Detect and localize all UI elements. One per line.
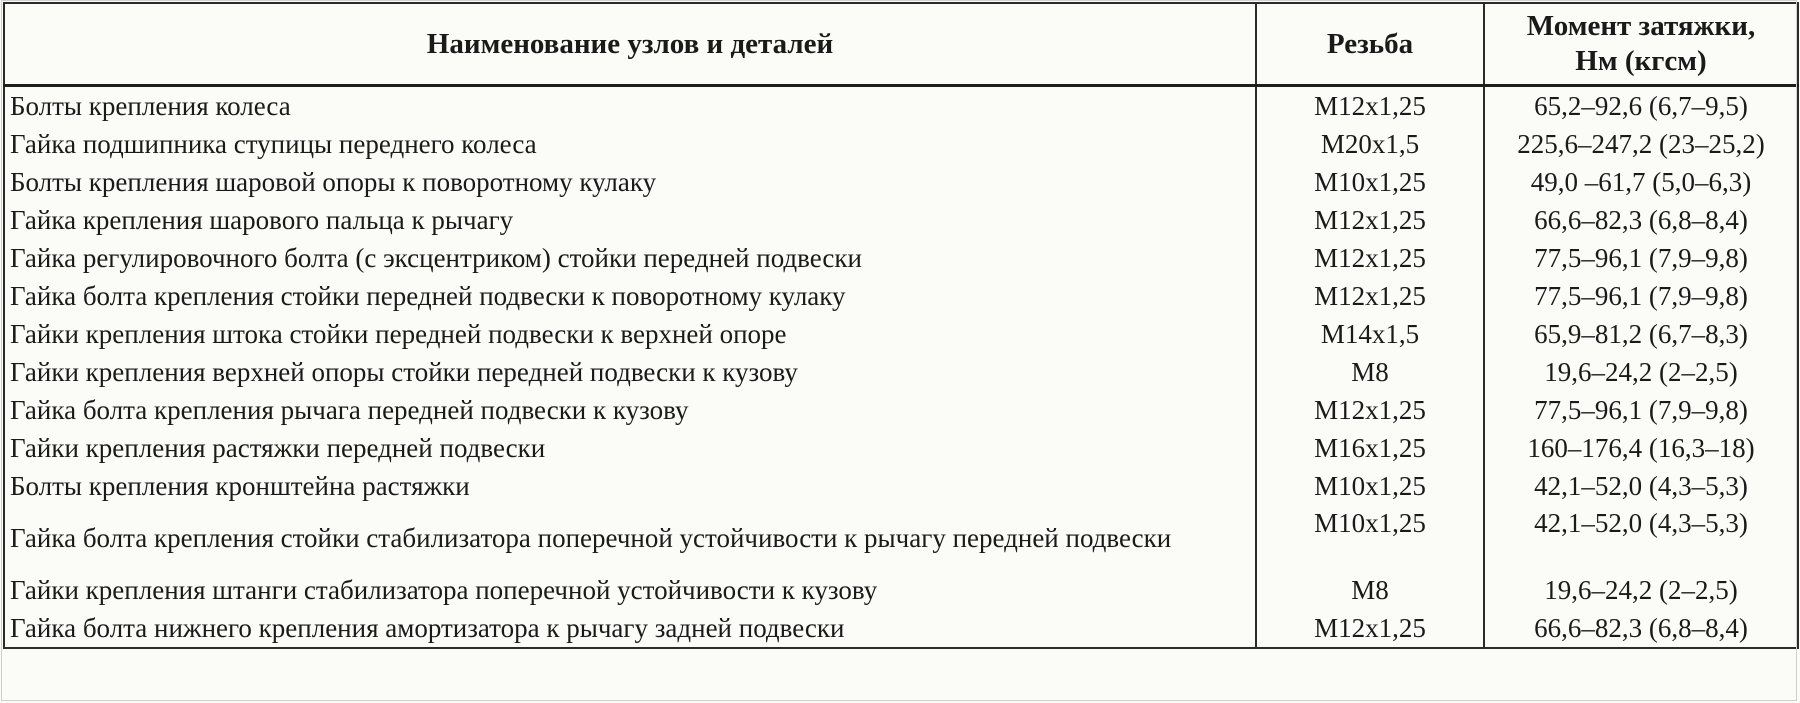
table-header — [4, 3, 1798, 86]
table-row — [4, 467, 1798, 505]
thread-size: М12х1,25 — [1256, 391, 1484, 429]
part-name: Гайки крепления штока стойки передней подвески к верхней опоре — [4, 315, 1256, 353]
thread-size: М10х1,25 — [1256, 505, 1484, 571]
table-row — [4, 571, 1798, 609]
thread-size: М12х1,25 — [1256, 277, 1484, 315]
torque-value: 65,9–81,2 (6,7–8,3) — [1484, 315, 1798, 353]
part-name: Гайки крепления верхней опоры стойки передней подвески к кузову — [4, 353, 1256, 391]
part-name: Гайка болта крепления стойки стабилизатора поперечной устойчивости к рычагу передней подвески — [4, 505, 1256, 571]
torque-value: 19,6–24,2 (2–2,5) — [1484, 353, 1798, 391]
thread-size: М14х1,5 — [1256, 315, 1484, 353]
part-name: Гайка болта крепления рычага передней подвески к кузову — [4, 391, 1256, 429]
thread-size: М10х1,25 — [1256, 467, 1484, 505]
table-row — [4, 277, 1798, 315]
table-row — [4, 391, 1798, 429]
header-torque-line2: Нм (кгсм) — [1575, 45, 1707, 77]
torque-value: 77,5–96,1 (7,9–9,8) — [1484, 277, 1798, 315]
torque-value: 42,1–52,0 (4,3–5,3) — [1484, 505, 1798, 571]
table-row — [4, 239, 1798, 277]
table-row — [4, 125, 1798, 163]
table-body — [4, 86, 1798, 649]
torque-value: 49,0 –61,7 (5,0–6,3) — [1484, 163, 1798, 201]
part-name: Гайки крепления штанги стабилизатора поперечной устойчивости к кузову — [4, 571, 1256, 609]
table-row — [4, 201, 1798, 239]
part-name: Гайка крепления шарового пальца к рычагу — [4, 201, 1256, 239]
table-row — [4, 315, 1798, 353]
torque-value: 19,6–24,2 (2–2,5) — [1484, 571, 1798, 609]
thread-size: М8 — [1256, 571, 1484, 609]
thread-size: М8 — [1256, 353, 1484, 391]
torque-value: 77,5–96,1 (7,9–9,8) — [1484, 391, 1798, 429]
part-name: Гайки крепления растяжки передней подвески — [4, 429, 1256, 467]
torque-value: 65,2–92,6 (6,7–9,5) — [1484, 86, 1798, 126]
torque-table — [3, 2, 1799, 649]
header-name: Наименование узлов и деталей — [4, 3, 1256, 86]
torque-value: 225,6–247,2 (23–25,2) — [1484, 125, 1798, 163]
part-name: Гайка болта крепления стойки передней подвески к поворотному кулаку — [4, 277, 1256, 315]
part-name: Болты крепления колеса — [4, 86, 1256, 126]
thread-size: М12х1,25 — [1256, 609, 1484, 648]
table-row — [4, 163, 1798, 201]
header-thread: Резьба — [1256, 3, 1484, 86]
header-torque-line1: Момент затяжки, — [1526, 10, 1756, 43]
torque-value: 42,1–52,0 (4,3–5,3) — [1484, 467, 1798, 505]
torque-value: 66,6–82,3 (6,8–8,4) — [1484, 609, 1798, 648]
thread-size: М20х1,5 — [1256, 125, 1484, 163]
part-name: Болты крепления шаровой опоры к поворотному кулаку — [4, 163, 1256, 201]
torque-value: 160–176,4 (16,3–18) — [1484, 429, 1798, 467]
part-name: Болты крепления кронштейна растяжки — [4, 467, 1256, 505]
table-row — [4, 353, 1798, 391]
header-row — [4, 3, 1798, 86]
table-row — [4, 429, 1798, 467]
part-name: Гайка подшипника ступицы переднего колеса — [4, 125, 1256, 163]
table-row — [4, 505, 1798, 571]
table-row — [4, 609, 1798, 648]
part-name: Гайка болта нижнего крепления амортизатора к рычагу задней подвески — [4, 609, 1256, 648]
header-torque — [1484, 3, 1798, 86]
torque-value: 77,5–96,1 (7,9–9,8) — [1484, 239, 1798, 277]
torque-value: 66,6–82,3 (6,8–8,4) — [1484, 201, 1798, 239]
thread-size: М12х1,25 — [1256, 239, 1484, 277]
thread-size: М12х1,25 — [1256, 86, 1484, 126]
thread-size: М16х1,25 — [1256, 429, 1484, 467]
table-row — [4, 86, 1798, 126]
thread-size: М12х1,25 — [1256, 201, 1484, 239]
part-name: Гайка регулировочного болта (с эксцентриком) стойки передней подвески — [4, 239, 1256, 277]
thread-size: М10х1,25 — [1256, 163, 1484, 201]
